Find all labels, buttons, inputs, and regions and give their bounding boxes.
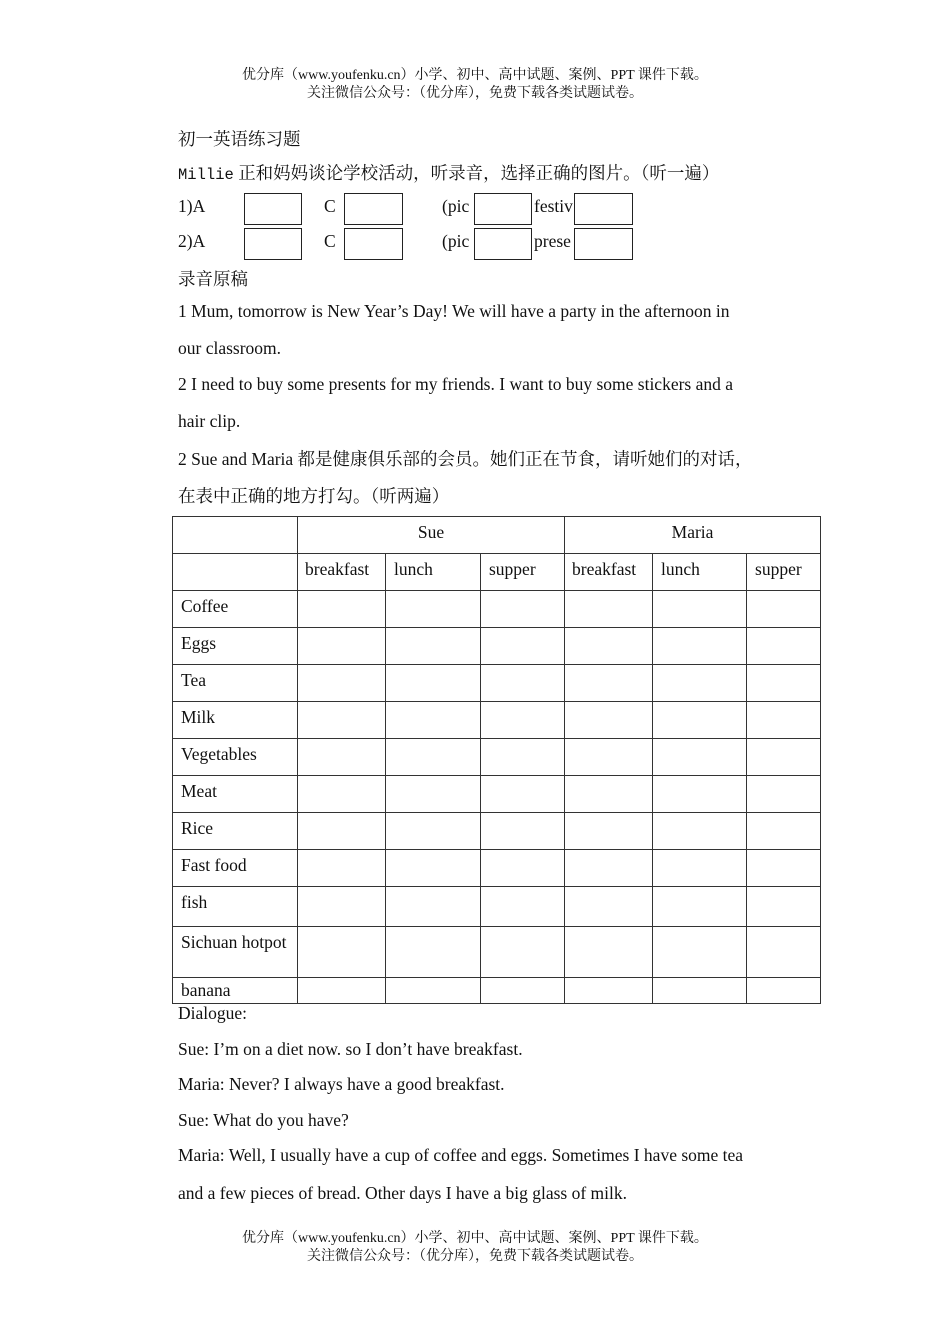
q2-label-c: C bbox=[324, 231, 336, 251]
table-row bbox=[173, 739, 821, 776]
check-cell[interactable] bbox=[481, 665, 565, 702]
check-cell[interactable] bbox=[565, 927, 653, 978]
check-cell[interactable] bbox=[481, 813, 565, 850]
header-maria: Maria bbox=[565, 517, 821, 554]
check-cell[interactable] bbox=[386, 927, 481, 978]
check-cell[interactable] bbox=[653, 813, 747, 850]
check-cell[interactable] bbox=[386, 591, 481, 628]
check-cell[interactable] bbox=[747, 776, 821, 813]
q1-label-b: (pic bbox=[442, 196, 470, 216]
check-cell[interactable] bbox=[653, 665, 747, 702]
page-header-line1: 优分库（www.youfenku.cn）小学、初中、高中试题、案例、PPT 课件下载。 bbox=[242, 68, 708, 83]
page-header-line2: 关注微信公众号：（优分库），免费下载各类试题试卷。 bbox=[307, 86, 643, 101]
header-maria-breakfast: breakfast bbox=[565, 554, 653, 591]
header-maria-lunch: lunch bbox=[653, 554, 747, 591]
check-cell[interactable] bbox=[298, 665, 386, 702]
check-cell[interactable] bbox=[653, 927, 747, 978]
q1-answer-box-d[interactable] bbox=[574, 193, 633, 225]
check-cell[interactable] bbox=[747, 850, 821, 887]
dialogue-line-4b: and a few pieces of bread. Other days I have a big glass of milk. bbox=[178, 1183, 628, 1203]
table-corner-cell bbox=[173, 554, 298, 591]
table-row bbox=[173, 702, 821, 739]
check-cell[interactable] bbox=[747, 739, 821, 776]
check-cell[interactable] bbox=[653, 702, 747, 739]
check-cell[interactable] bbox=[386, 739, 481, 776]
check-cell[interactable] bbox=[653, 850, 747, 887]
instruction-text: 正和妈妈谈论学校活动，听录音，选择正确的图片。（听一遍） bbox=[238, 163, 720, 183]
dialogue-line-4a: Maria: Well, I usually have a cup of coffee and eggs. Sometimes I have some tea bbox=[178, 1145, 744, 1165]
check-cell[interactable] bbox=[653, 887, 747, 927]
transcript-p1-line1: 1 Mum, tomorrow is New Year’s Day! We will have a party in the afternoon in bbox=[178, 301, 730, 321]
check-cell[interactable] bbox=[747, 887, 821, 927]
instruction-name: Millie bbox=[178, 166, 234, 184]
check-cell[interactable] bbox=[565, 591, 653, 628]
check-cell[interactable] bbox=[653, 776, 747, 813]
check-cell[interactable] bbox=[747, 978, 821, 1004]
header-maria-supper: supper bbox=[747, 554, 821, 591]
check-cell[interactable] bbox=[565, 850, 653, 887]
table-header-people bbox=[173, 517, 821, 554]
dialogue-line-3: Sue: What do you have? bbox=[178, 1110, 349, 1130]
check-cell[interactable] bbox=[747, 628, 821, 665]
row-label: fish bbox=[173, 887, 298, 927]
header-sue-lunch: lunch bbox=[386, 554, 481, 591]
row-label: Vegetables bbox=[173, 739, 298, 776]
section1-instruction bbox=[178, 160, 719, 185]
q2-label-b: (pic bbox=[442, 231, 470, 251]
header-sue-supper: supper bbox=[481, 554, 565, 591]
row-label: Fast food bbox=[173, 850, 298, 887]
check-cell[interactable] bbox=[298, 887, 386, 927]
q2-answer-box-c[interactable] bbox=[344, 228, 403, 260]
check-cell[interactable] bbox=[386, 813, 481, 850]
row-label: Coffee bbox=[173, 591, 298, 628]
check-cell[interactable] bbox=[386, 776, 481, 813]
check-cell[interactable] bbox=[481, 702, 565, 739]
header-sue: Sue bbox=[298, 517, 565, 554]
row-label: Eggs bbox=[173, 628, 298, 665]
table-corner-cell bbox=[173, 517, 298, 554]
q2-answer-box-d[interactable] bbox=[574, 228, 633, 260]
q2-label-a: 2)A bbox=[178, 231, 206, 251]
check-cell[interactable] bbox=[653, 739, 747, 776]
check-cell[interactable] bbox=[481, 776, 565, 813]
q2-answer-box-a[interactable] bbox=[244, 228, 302, 260]
check-cell[interactable] bbox=[481, 978, 565, 1004]
check-cell[interactable] bbox=[298, 850, 386, 887]
row-label: banana bbox=[173, 978, 298, 1004]
worksheet-title: 初一英语练习题 bbox=[178, 129, 301, 149]
check-cell[interactable] bbox=[386, 978, 481, 1004]
table-header-meals bbox=[173, 554, 821, 591]
check-cell[interactable] bbox=[747, 927, 821, 978]
check-cell[interactable] bbox=[747, 813, 821, 850]
table-row bbox=[173, 591, 821, 628]
section2-instruction-line1: 2 Sue and Maria 都是健康俱乐部的会员。她们正在节食，请听她们的对话， bbox=[178, 449, 753, 469]
row-label: Meat bbox=[173, 776, 298, 813]
check-cell[interactable] bbox=[565, 665, 653, 702]
transcript-p1-line2: our classroom. bbox=[178, 338, 282, 358]
q1-label-c: C bbox=[324, 196, 336, 216]
check-cell[interactable] bbox=[298, 702, 386, 739]
check-cell[interactable] bbox=[386, 628, 481, 665]
q2-answer-box-b[interactable] bbox=[474, 228, 532, 260]
q1-label-a: 1)A bbox=[178, 196, 206, 216]
check-cell[interactable] bbox=[747, 702, 821, 739]
table-row bbox=[173, 665, 821, 702]
check-cell[interactable] bbox=[653, 591, 747, 628]
table-row bbox=[173, 887, 821, 927]
check-cell[interactable] bbox=[481, 591, 565, 628]
transcript-p2-line1: 2 I need to buy some presents for my friends. I want to buy some stickers and a bbox=[178, 374, 734, 394]
check-cell[interactable] bbox=[298, 813, 386, 850]
row-label: Milk bbox=[173, 702, 298, 739]
check-cell[interactable] bbox=[298, 776, 386, 813]
q2-label-d: prese bbox=[534, 231, 571, 251]
check-cell[interactable] bbox=[481, 628, 565, 665]
check-cell[interactable] bbox=[298, 628, 386, 665]
check-cell[interactable] bbox=[747, 665, 821, 702]
table-row bbox=[173, 776, 821, 813]
check-cell[interactable] bbox=[386, 702, 481, 739]
check-cell[interactable] bbox=[653, 978, 747, 1004]
check-cell[interactable] bbox=[565, 887, 653, 927]
table-row bbox=[173, 628, 821, 665]
check-cell[interactable] bbox=[565, 813, 653, 850]
page-footer-line2: 关注微信公众号：（优分库），免费下载各类试题试卷。 bbox=[307, 1249, 643, 1264]
dialogue-line-2: Maria: Never? I always have a good breakfast. bbox=[178, 1074, 505, 1094]
check-cell[interactable] bbox=[386, 887, 481, 927]
diet-checklist-table bbox=[172, 516, 821, 1004]
check-cell[interactable] bbox=[565, 776, 653, 813]
q1-answer-box-c[interactable] bbox=[344, 193, 403, 225]
q1-answer-box-a[interactable] bbox=[244, 193, 302, 225]
transcript-title: 录音原稿 bbox=[178, 269, 248, 289]
check-cell[interactable] bbox=[386, 850, 481, 887]
row-label: Sichuan hotpot bbox=[173, 927, 298, 978]
check-cell[interactable] bbox=[481, 887, 565, 927]
row-label: Rice bbox=[173, 813, 298, 850]
table-row bbox=[173, 850, 821, 887]
check-cell[interactable] bbox=[298, 739, 386, 776]
row-label: Tea bbox=[173, 665, 298, 702]
dialogue-line-1: Sue: I’m on a diet now. so I don’t have breakfast. bbox=[178, 1039, 523, 1059]
table-row bbox=[173, 978, 821, 1004]
table-row bbox=[173, 927, 821, 978]
check-cell[interactable] bbox=[565, 739, 653, 776]
check-cell[interactable] bbox=[565, 628, 653, 665]
check-cell[interactable] bbox=[481, 850, 565, 887]
header-sue-breakfast: breakfast bbox=[298, 554, 386, 591]
section2-instruction-line2: 在表中正确的地方打勾。（听两遍） bbox=[178, 486, 450, 506]
check-cell[interactable] bbox=[298, 591, 386, 628]
table-row bbox=[173, 813, 821, 850]
q1-label-d: festiv bbox=[534, 196, 573, 216]
page-footer-line1: 优分库（www.youfenku.cn）小学、初中、高中试题、案例、PPT 课件下载。 bbox=[242, 1231, 708, 1246]
transcript-p2-line2: hair clip. bbox=[178, 411, 241, 431]
q1-answer-box-b[interactable] bbox=[474, 193, 532, 225]
check-cell[interactable] bbox=[653, 628, 747, 665]
dialogue-title: Dialogue: bbox=[178, 1003, 248, 1023]
check-cell[interactable] bbox=[565, 702, 653, 739]
check-cell[interactable] bbox=[481, 739, 565, 776]
check-cell[interactable] bbox=[298, 978, 386, 1004]
check-cell[interactable] bbox=[298, 927, 386, 978]
check-cell[interactable] bbox=[386, 665, 481, 702]
check-cell[interactable] bbox=[481, 927, 565, 978]
check-cell[interactable] bbox=[565, 978, 653, 1004]
check-cell[interactable] bbox=[747, 591, 821, 628]
